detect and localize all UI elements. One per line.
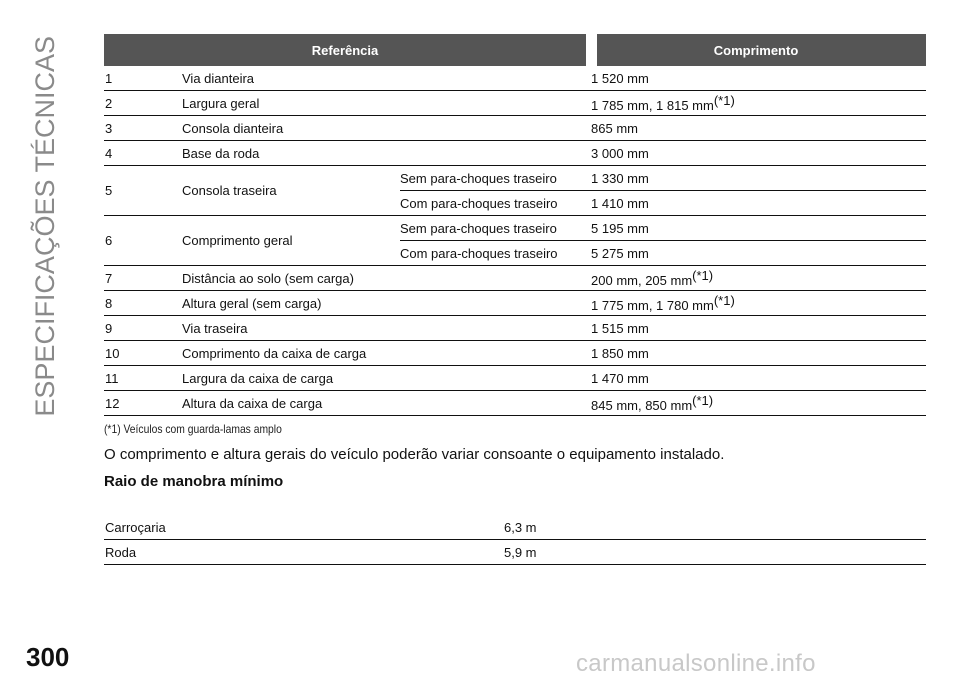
row-number: 8 — [104, 291, 181, 316]
row-name: Altura da caixa de carga — [181, 391, 586, 416]
header-length: Comprimento — [586, 34, 926, 66]
turning-radius-heading: Raio de manobra mínimo — [104, 473, 284, 490]
table-row — [104, 116, 926, 141]
row-number: 3 — [104, 116, 181, 141]
row-value: 5 275 mm — [586, 241, 926, 266]
row-number: 1 — [104, 66, 181, 91]
table-row — [104, 166, 926, 191]
row-sub-label: Sem para-choques traseiro — [400, 216, 586, 241]
footnote-marker: (*1) — [713, 93, 735, 108]
row-name: Consola traseira — [181, 166, 400, 216]
row-value: 1 515 mm — [586, 316, 926, 341]
dimensions-table-header — [104, 34, 926, 66]
row-number: 12 — [104, 391, 181, 416]
row-name: Via traseira — [181, 316, 586, 341]
row-name: Base da roda — [181, 141, 586, 166]
row-value: 1 775 mm, 1 780 mm$^{(*1)}$ — [586, 291, 926, 316]
table-row — [104, 141, 926, 166]
dimensions-note-paragraph: O comprimento e altura gerais do veículo poderão variar consoante o equipamento instalado. — [104, 446, 725, 463]
table-row — [104, 291, 926, 316]
row-value: 5 195 mm — [586, 216, 926, 241]
row-value: 1 785 mm, 1 815 mm$^{(*1)}$ — [586, 91, 926, 116]
row-sub-label: Com para-choques traseiro — [400, 241, 586, 266]
table-row — [104, 366, 926, 391]
row-number: 9 — [104, 316, 181, 341]
row-name: Distância ao solo (sem carga) — [181, 266, 586, 291]
row-number: 4 — [104, 141, 181, 166]
row-name: Largura da caixa de carga — [181, 366, 586, 391]
turning-label: Roda — [104, 540, 503, 565]
table-row — [104, 540, 926, 565]
table-row — [104, 216, 926, 241]
row-name: Comprimento geral — [181, 216, 400, 266]
row-number: 6 — [104, 216, 181, 266]
row-name: Altura geral (sem carga) — [181, 291, 586, 316]
row-number: 7 — [104, 266, 181, 291]
page-number: 300 — [26, 642, 70, 672]
turning-value: 5,9 m — [503, 540, 926, 565]
row-number: 10 — [104, 341, 181, 366]
row-value: 1 470 mm — [586, 366, 926, 391]
row-number: 11 — [104, 366, 181, 391]
row-sub-label: Com para-choques traseiro — [400, 191, 586, 216]
row-value: 845 mm, 850 mm$^{(*1)}$ — [586, 391, 926, 416]
turning-label: Carroçaria — [104, 515, 503, 540]
row-value: 1 520 mm — [586, 66, 926, 91]
row-value: 1 410 mm — [586, 191, 926, 216]
row-number: 5 — [104, 166, 181, 216]
footnote-marker: (*1) — [692, 393, 714, 408]
row-name: Via dianteira — [181, 66, 586, 91]
row-value: 865 mm — [586, 116, 926, 141]
row-value: 1 330 mm — [586, 166, 926, 191]
table-row — [104, 391, 926, 416]
row-value: 3 000 mm — [586, 141, 926, 166]
row-value: 200 mm, 205 mm$^{(*1)}$ — [586, 266, 926, 291]
row-name: Comprimento da caixa de carga — [181, 341, 586, 366]
table-row — [104, 91, 926, 116]
section-side-title: ESPECIFICAÇÕES TÉCNICAS — [30, 36, 60, 417]
row-value: 1 850 mm — [586, 341, 926, 366]
footnote-marker: (*1) — [692, 268, 714, 283]
row-sub-label: Sem para-choques traseiro — [400, 166, 586, 191]
table-row — [104, 341, 926, 366]
header-reference: Referência — [104, 34, 586, 66]
dimensions-table — [104, 34, 926, 416]
table-row — [104, 316, 926, 341]
footnote-marker: (*1) — [713, 293, 735, 308]
turning-value: 6,3 m — [503, 515, 926, 540]
row-number: 2 — [104, 91, 181, 116]
main-content — [104, 34, 926, 565]
table-row — [104, 515, 926, 540]
table-row — [104, 66, 926, 91]
row-name: Consola dianteira — [181, 116, 586, 141]
table-row — [104, 266, 926, 291]
turning-radius-table — [104, 515, 926, 565]
row-name: Largura geral — [181, 91, 586, 116]
table-footnote: (*1) Veículos com guarda-lamas amplo — [104, 422, 282, 436]
watermark: carmanualsonline.info — [576, 650, 816, 677]
